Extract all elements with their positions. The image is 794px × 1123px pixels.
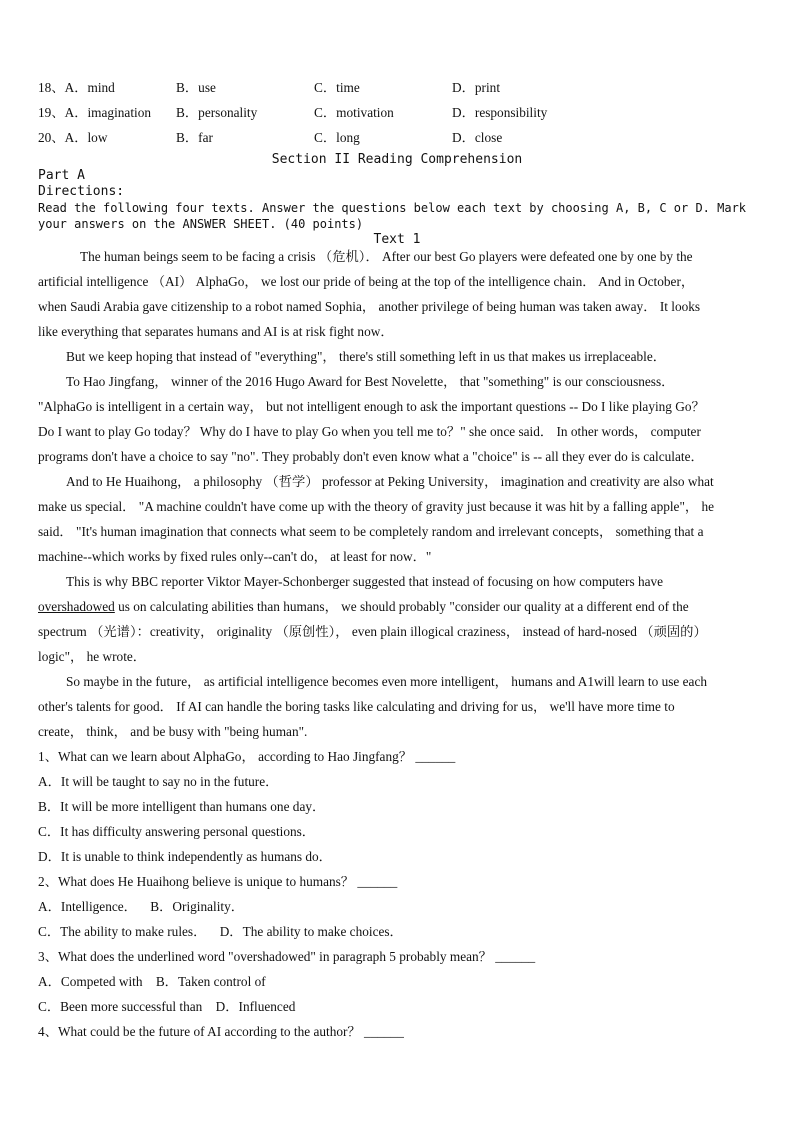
directions-line: your answers on the ANSWER SHEET. (40 points) <box>38 217 364 231</box>
option-b: B．personality <box>176 105 258 120</box>
option-d: D．responsibility <box>452 105 548 120</box>
part-label: Part A <box>38 168 85 183</box>
answer-option: D．It is unable to think independently as humans do． <box>38 849 332 864</box>
answer-option: C．It has difficulty answering personal questions． <box>38 824 316 839</box>
passage-line: And to He Huaihong， a philosophy （哲学） professor at Peking University， imagination and creativity are also what <box>66 474 714 489</box>
answer-option: C．The ability to make rules． D．The ability to make choices． <box>38 924 403 939</box>
passage-line: So maybe in the future， as artificial intelligence becomes even more intelligent， humans and A1will learn to use each <box>66 674 708 689</box>
passage-line: This is why BBC reporter Viktor Mayer-Schonberger suggested that instead of focusing on how computers have <box>66 574 664 589</box>
passage-line: "AlphaGo is intelligent in a certain way， but not intelligent enough to ask the important questions -- Do I like playing Go？ <box>38 399 705 414</box>
option-b: B．far <box>176 130 213 145</box>
passage-line: artificial intelligence （AI） AlphaGo， we lost our pride of being at the top of the intelligence chain． And in October， <box>38 274 695 289</box>
passage-line: To Hao Jingfang， winner of the 2016 Hugo Award for Best Novelette， that "something" is our consciousness． <box>66 374 675 389</box>
option-c: C．long <box>314 130 360 145</box>
passage-line: machine--which works by fixed rules only--can't do， at least for now．" <box>38 549 432 564</box>
option-c: C．time <box>314 80 360 95</box>
section-title: Section II Reading Comprehension <box>271 152 523 167</box>
answer-option: B．It will be more intelligent than humans one day． <box>38 799 326 814</box>
passage-line: when Saudi Arabia gave citizenship to a robot named Sophia， another privilege of being human was taken away． It looks <box>38 299 701 314</box>
passage-line: logic"， he wrote． <box>38 649 147 664</box>
question-1: 1、What can we learn about AlphaGo， according to Hao Jingfang？ ______ <box>38 749 456 764</box>
passage-line: make us special． "A machine couldn't have come up with the theory of gravity just because it was hit by a falling apple"， he <box>38 499 715 514</box>
passage-line: other's talents for good． If AI can handle the boring tasks like calculating and driving for us， we'll have more time to <box>38 699 675 714</box>
answer-option: A．Intelligence． B．Originality． <box>38 899 245 914</box>
passage-text: us on calculating abilities than humans， we should probably "consider our quality at a different end of the <box>114 599 689 614</box>
option-c: C．motivation <box>314 105 394 120</box>
answer-option: A．It will be taught to say no in the future． <box>38 774 279 789</box>
passage-line: said． "It's human imagination that connects what seem to be completely random and irrelevant concepts， something that a <box>38 524 704 539</box>
passage-line: Do I want to play Go today？ Why do I have to play Go when you tell me to？" she once said． In other words， computer <box>38 424 701 439</box>
passage-line: spectrum （光谱）：creativity， originality （原创性）， even plain illogical craziness， instead of hard-nosed （顽固的） <box>38 624 707 639</box>
directions-label: Directions: <box>38 184 125 199</box>
option-a: 19、A．imagination <box>38 105 152 120</box>
passage-line: like everything that separates humans and AI is at risk fight now． <box>38 324 394 339</box>
answer-option: A．Competed with B．Taken control of <box>38 974 266 989</box>
passage-line: The human beings seem to be facing a crisis （危机）． After our best Go players were defeated one by one by the <box>80 249 693 264</box>
passage-line <box>38 594 758 619</box>
underlined-word: overshadowed <box>38 599 115 614</box>
question-4: 4、What could be the future of AI according to the author？ ______ <box>38 1024 404 1039</box>
option-b: B．use <box>176 80 216 95</box>
option-a: 18、A．mind <box>38 80 115 95</box>
passage-line: create， think， and be busy with "being human". <box>38 724 308 739</box>
passage-and-questions <box>38 244 758 1044</box>
text-title: Text 1 <box>373 232 421 247</box>
passage-line: But we keep hoping that instead of "everything"， there's still something left in us that makes us irreplaceable． <box>66 349 667 364</box>
question-3: 3、What does the underlined word "overshadowed" in paragraph 5 probably mean？ ______ <box>38 949 536 964</box>
passage-line: programs don't have a choice to say "no". They probably don't even know what a "choice" is -- all they ever do is calculate． <box>38 449 704 464</box>
option-d: D．print <box>452 80 501 95</box>
option-a: 20、A．low <box>38 130 108 145</box>
directions-line: Read the following four texts. Answer the questions below each text by choosing A, B, C or D. Mark <box>38 201 747 215</box>
answer-option: C．Been more successful than D．Influenced <box>38 999 296 1014</box>
option-d: D．close <box>452 130 503 145</box>
question-2: 2、What does He Huaihong believe is unique to humans？ ______ <box>38 874 398 889</box>
